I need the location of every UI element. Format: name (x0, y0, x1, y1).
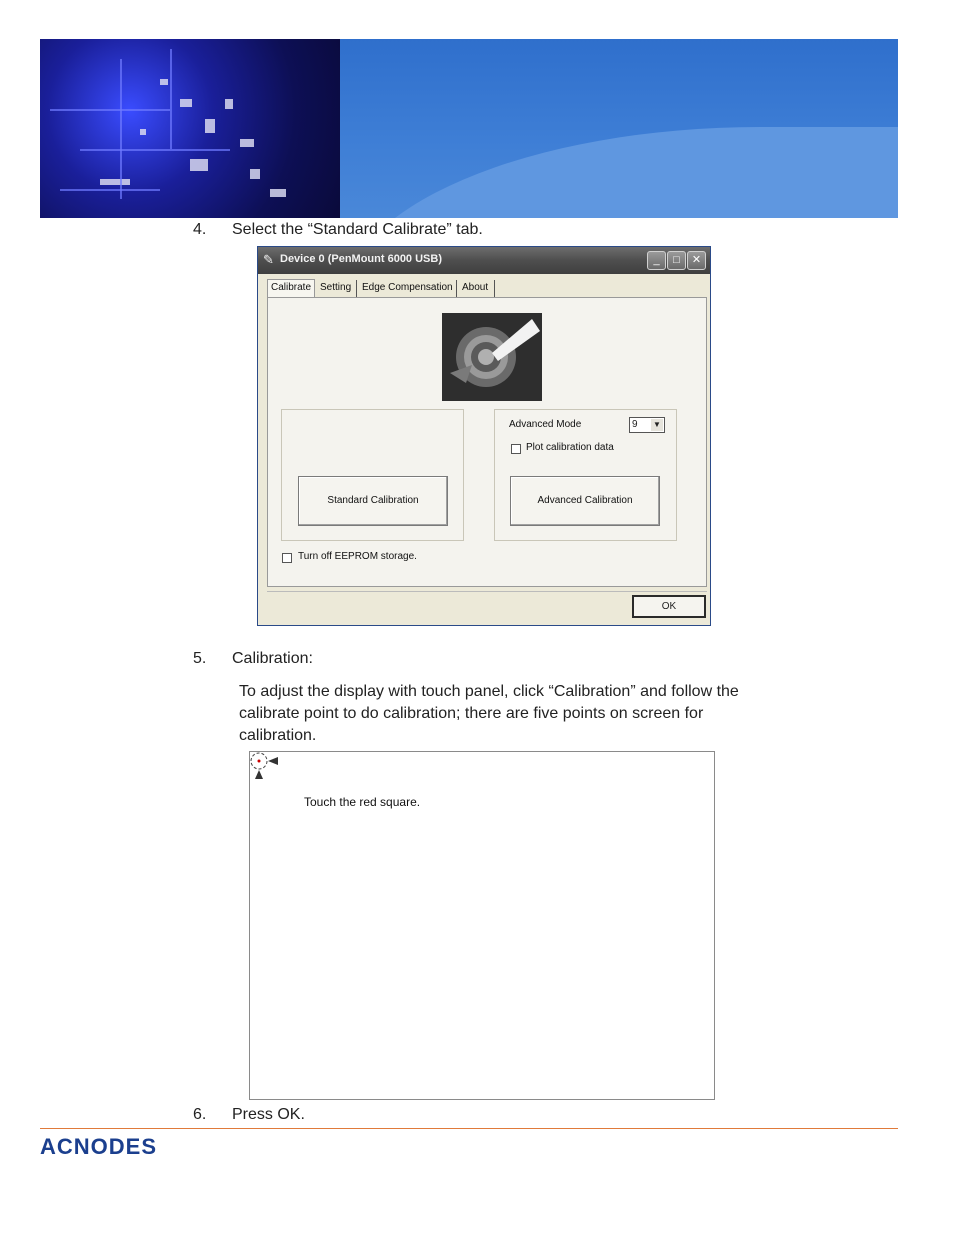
tab-calibrate[interactable]: Calibrate (267, 279, 315, 298)
advanced-calibration-group (494, 409, 677, 541)
advanced-mode-value: 9 (632, 419, 638, 430)
footer-rule (40, 1128, 898, 1129)
calibration-instruction: Touch the red square. (304, 795, 421, 809)
advanced-mode-select[interactable] (629, 417, 665, 433)
crosshair-target-icon[interactable] (250, 752, 284, 782)
tab-about[interactable]: About (459, 280, 495, 298)
tab-edge-compensation[interactable]: Edge Compensation (359, 280, 457, 298)
plot-calibration-label: Plot calibration data (526, 442, 614, 453)
circuit-board-image (40, 39, 340, 218)
step-5-number: 5. (193, 650, 207, 667)
step-6-number: 6. (193, 1106, 207, 1123)
ok-button[interactable]: OK (632, 595, 706, 618)
step-4-text: Select the “Standard Calibrate” tab. (232, 221, 483, 238)
standard-calibration-button[interactable]: Standard Calibration (298, 476, 448, 526)
step-6-text: Press OK. (232, 1106, 305, 1123)
plot-calibration-checkbox[interactable] (511, 444, 521, 454)
eeprom-checkbox[interactable] (282, 553, 292, 563)
calibration-screen[interactable] (249, 751, 715, 1100)
step-5-paragraph: To adjust the display with touch panel, click “Calibration” and follow the calibrate point to do calibration; there are five points on screen for calibration. (239, 683, 739, 744)
calibrate-panel (267, 297, 707, 587)
advanced-calibration-button[interactable]: Advanced Calibration (510, 476, 660, 526)
calibration-target-image (442, 313, 542, 401)
step-5-text: Calibration: (232, 650, 313, 667)
header-banner (40, 39, 898, 218)
dialog-titlebar[interactable] (258, 247, 710, 274)
brand-logo: ACNODES (40, 1134, 158, 1159)
maximize-button[interactable]: □ (667, 251, 686, 270)
dialog-separator (267, 591, 707, 592)
dialog-title: Device 0 (PenMount 6000 USB) (280, 253, 442, 265)
step-4-number: 4. (193, 221, 207, 238)
eeprom-label: Turn off EEPROM storage. (298, 551, 417, 562)
penmount-dialog (257, 246, 711, 626)
chevron-down-icon[interactable]: ▼ (651, 419, 663, 431)
close-button[interactable]: ✕ (687, 251, 706, 270)
minimize-button[interactable]: _ (647, 251, 666, 270)
tab-setting[interactable]: Setting (317, 280, 357, 298)
pen-icon: ✎ (263, 252, 274, 267)
standard-calibration-group (281, 409, 464, 541)
advanced-mode-label: Advanced Mode (509, 419, 582, 430)
